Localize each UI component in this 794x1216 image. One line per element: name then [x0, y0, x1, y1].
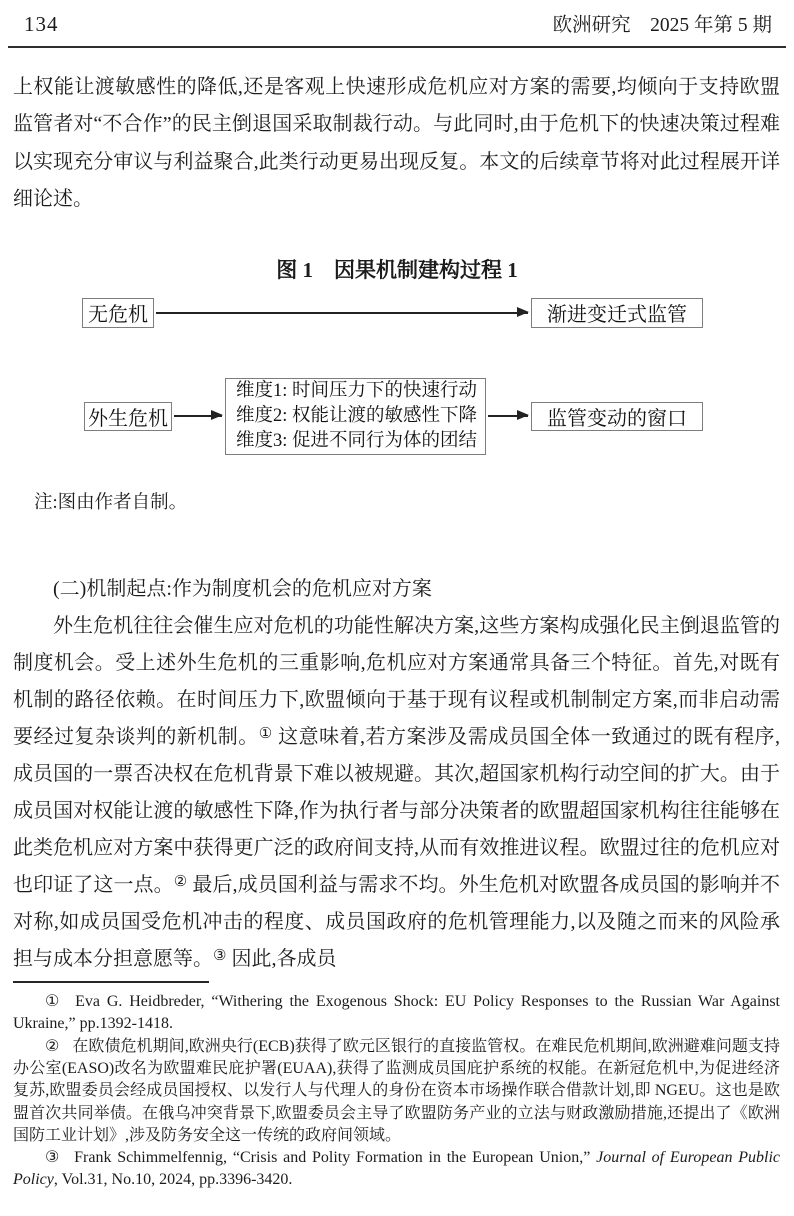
arrow-right-icon	[156, 312, 528, 314]
figure-1	[0, 254, 794, 514]
figure-box-incremental-regulation: 渐进变迁式监管	[531, 298, 703, 328]
footnote-3	[13, 1147, 780, 1192]
footnotes	[13, 991, 780, 1192]
figure-canvas	[0, 288, 794, 469]
body-text: 最后,成员国利益与需求不均。外生危机对欧盟各成员国的影响并不对称,如成员国受危机冲击的程度、成员国政府的危机管理能力,以及随之而来的风险承担与成本分担意愿等。	[13, 874, 781, 971]
section-heading: (二)机制起点:作为制度机会的危机应对方案	[53, 577, 432, 600]
dimension-2: 维度2: 权能让渡的敏感性下降	[236, 405, 478, 426]
dimension-3: 维度3: 促进不同行为体的团结	[236, 430, 478, 451]
page-number: 134	[24, 12, 59, 36]
figure-box-regulatory-window: 监管变动的窗口	[531, 402, 703, 431]
footnote-journal-name: Journal of European Public Policy	[13, 1149, 781, 1189]
footnote-ref-3: ③	[213, 948, 227, 965]
footnote-marker-3: ③	[45, 1149, 62, 1167]
body-text: 这意味着,若方案涉及需成员国全体一致通过的既有程序,成员国的一票否决权在危机背景下难以被规避。其次,超国家机构行动空间的扩大。由于成员国对权能让渡的敏感性下降,作为执行者与部分决策者的欧盟超国家机构往往能够在此类危机应对方案中获得更广泛的政府间支持,从而有效推进议程。欧盟过往的危机应对也印证了这一点。	[13, 726, 781, 897]
body-text: 因此,各成员	[226, 948, 337, 971]
section-paragraph	[13, 608, 780, 978]
footnote-text: , Vol.31, No.10, 2024, pp.3396-3420.	[53, 1171, 293, 1189]
footnote-divider	[13, 981, 209, 983]
footnote-1	[13, 991, 780, 1036]
arrow-right-icon	[174, 415, 222, 417]
footnote-marker-2: ②	[45, 1037, 60, 1055]
footnote-ref-2: ②	[173, 874, 188, 891]
footnote-text: Eva G. Heidbreder, “Withering the Exogenous Shock: EU Policy Responses to the Russian War Against Ukraine,” pp.1392-1418.	[13, 993, 780, 1033]
figure-title: 图 1 因果机制建构过程 1	[276, 257, 518, 282]
figure-box-dimensions	[225, 378, 486, 455]
page-header	[8, 9, 786, 48]
dimension-1: 维度1: 时间压力下的快速行动	[236, 380, 478, 401]
figure-box-exogenous-crisis: 外生危机	[84, 402, 172, 431]
footnote-2	[13, 1036, 780, 1147]
journal-issue-title: 欧洲研究 2025 年第 5 期	[552, 15, 772, 36]
footnote-marker-1: ①	[45, 993, 63, 1011]
footnote-text: 在欧债危机期间,欧洲央行(ECB)获得了欧元区银行的直接监管权。在难民危机期间,欧洲避难问题支持办公室(EASO)改名为欧盟难民庇护署(EUAA),获得了监测成员国庇护系统的权能。在新冠危机中,为促进经济复苏,欧盟委员会经成员国授权、以发行人与代理人的身份在资本市场操作联合借款计划,即 NGEU。这也是欧盟首次共同举债。在俄乌冲突背景下,欧盟委员会主导了欧盟防务产业的立法与财政激励措施,还提出了《欧洲国防工业计划》,涉及防务安全这一传统的政府间领域。	[13, 1037, 780, 1144]
intro-paragraph: 上权能让渡敏感性的降低,还是客观上快速形成危机应对方案的需要,均倾向于支持欧盟监管者对“不合作”的民主倒退国采取制裁行动。与此同时,由于危机下的快速决策过程难以实现充分审议与利益聚合,此类行动更易出现反复。本文的后续章节将对此过程展开详细论述。	[13, 76, 780, 211]
arrow-right-icon	[488, 415, 528, 417]
body-text: 外生危机往往会催生应对危机的功能性解决方案,这些方案构成强化民主倒退监管的制度机会。受上述外生危机的三重影响,危机应对方案通常具备三个特征。首先,对既有机制的路径依赖。在时间压力下,欧盟倾向于基于现有议程或机制制定方案,而非启动需要经过复杂谈判的新机制。	[13, 615, 780, 749]
footnote-text: Frank Schimmelfennig, “Crisis and Polity Formation in the European Union,”	[74, 1149, 597, 1167]
footnote-ref-1: ①	[258, 726, 273, 743]
figure-box-no-crisis: 无危机	[82, 298, 154, 328]
figure-note: 注:图由作者自制。	[34, 492, 188, 513]
